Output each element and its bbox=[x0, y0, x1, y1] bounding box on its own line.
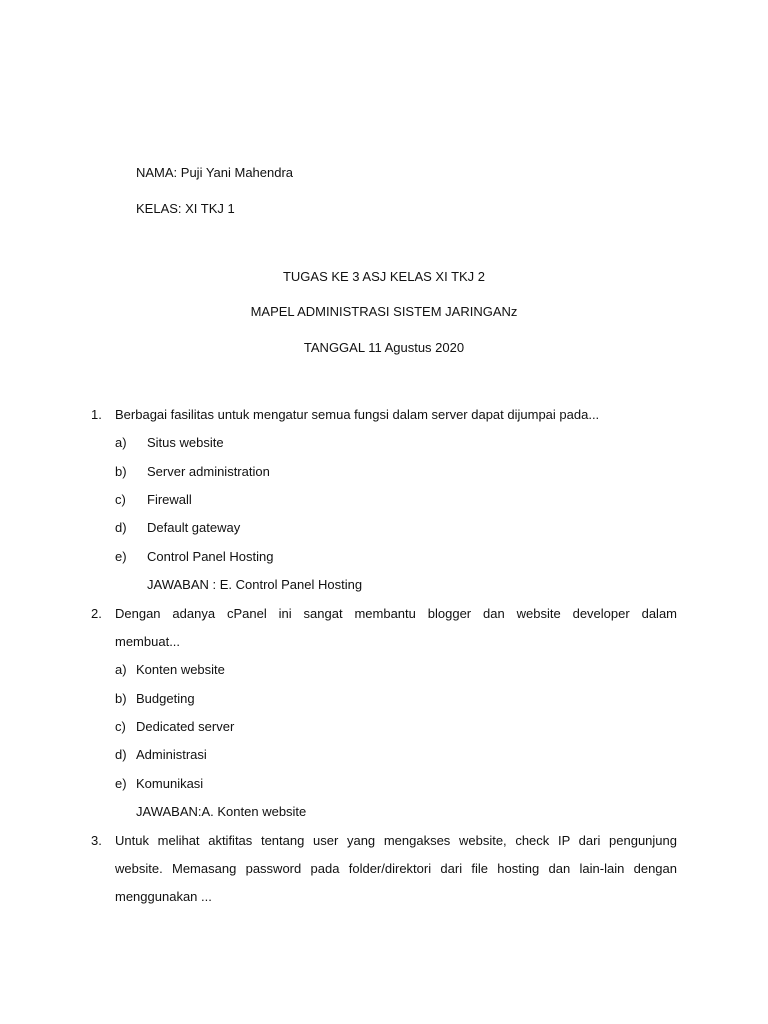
question-number: 2. bbox=[91, 606, 102, 621]
option-text: Dedicated server bbox=[136, 719, 235, 734]
question-number: 1. bbox=[91, 407, 102, 422]
option-letter: b) bbox=[115, 464, 127, 479]
question-text: Berbagai fasilitas untuk mengatur semua fungsi dalam server dapat dijumpai pada... bbox=[115, 407, 600, 422]
option-text: Konten website bbox=[136, 662, 225, 677]
question-text: Dengan adanya cPanel ini sangat membantu blogger dan website developer dalam bbox=[115, 606, 677, 621]
option-letter: a) bbox=[115, 435, 127, 450]
option-text: Control Panel Hosting bbox=[147, 549, 274, 564]
assignment-title: TUGAS KE 3 ASJ KELAS XI TKJ 2 bbox=[282, 269, 486, 284]
question-text: menggunakan ... bbox=[115, 889, 212, 904]
option-letter: c) bbox=[115, 719, 126, 734]
option-text: Default gateway bbox=[147, 520, 241, 535]
subject-title: MAPEL ADMINISTRASI SISTEM JARINGANz bbox=[250, 304, 518, 319]
answer-text: JAWABAN:A. Konten website bbox=[136, 804, 307, 819]
student-name: NAMA: Puji Yani Mahendra bbox=[136, 165, 294, 180]
option-letter: b) bbox=[115, 691, 127, 706]
option-letter: e) bbox=[115, 776, 127, 791]
question-number: 3. bbox=[91, 833, 102, 848]
student-class: KELAS: XI TKJ 1 bbox=[136, 201, 235, 216]
question-text: membuat... bbox=[115, 634, 181, 649]
date-title: TANGGAL 11 Agustus 2020 bbox=[303, 340, 465, 355]
option-letter: d) bbox=[115, 747, 127, 762]
answer-text: JAWABAN : E. Control Panel Hosting bbox=[147, 577, 363, 592]
option-letter: a) bbox=[115, 662, 127, 677]
option-text: Situs website bbox=[147, 435, 224, 450]
option-letter: c) bbox=[115, 492, 126, 507]
option-text: Komunikasi bbox=[136, 776, 204, 791]
option-text: Firewall bbox=[147, 492, 192, 507]
question-text: website. Memasang password pada folder/direktori dari file hosting dan lain-lain dengan bbox=[115, 861, 677, 876]
option-text: Budgeting bbox=[136, 691, 195, 706]
option-text: Administrasi bbox=[136, 747, 207, 762]
option-letter: e) bbox=[115, 549, 127, 564]
question-text: Untuk melihat aktifitas tentang user yang mengakses website, check IP dari pengunjung bbox=[115, 833, 677, 848]
option-letter: d) bbox=[115, 520, 127, 535]
option-text: Server administration bbox=[147, 464, 270, 479]
